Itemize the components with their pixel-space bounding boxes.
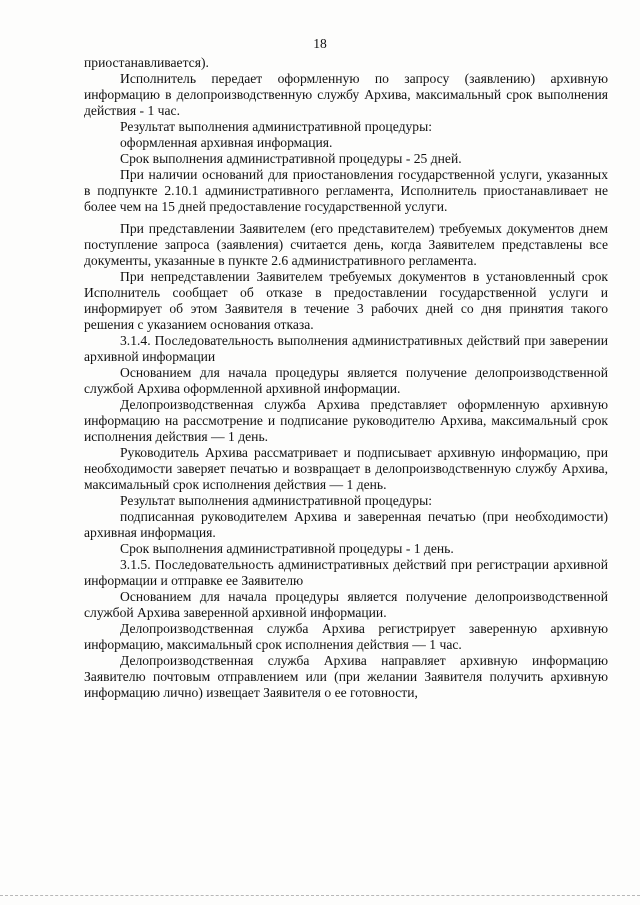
paragraph-14: подписанная руководителем Архива и заверенная печатью (при необходимости) архивная информация. (84, 509, 608, 540)
page-number: 18 (313, 36, 327, 51)
paragraph-12: Руководитель Архива рассматривает и подписывает архивную информацию, при необходимости заверяет печатью и возвращает в делопроизводственную службу Архива, максимальный срок исполнения действия — 1 день. (84, 445, 608, 492)
paragraph-4: оформленная архивная информация. (120, 135, 333, 150)
paragraph-18: Делопроизводственная служба Архива регистрирует заверенную архивную информацию, максимальный срок исполнения действия — 1 час. (84, 621, 608, 652)
paragraph-8: При непредставлении Заявителем требуемых документов в установленный срок Исполнитель сообщает об отказе в предоставлении государственной услуги и информирует об этом Заявителя в течение 3 рабочих дней со дня принятия такого решения с указанием основания отказа. (84, 269, 608, 332)
paragraph-1: приостанавливается). (84, 55, 209, 70)
paragraph-15: Срок выполнения административной процедуры - 1 день. (120, 541, 454, 556)
paragraph-16: 3.1.5. Последовательность административных действий при регистрации архивной информации и отправке ее Заявителю (84, 557, 608, 588)
document-body (84, 55, 608, 701)
paragraph-10: Основанием для начала процедуры является получение делопроизводственной службой Архива оформленной архивной информации. (84, 365, 608, 396)
paragraph-6: При наличии оснований для приостановления государственной услуги, указанных в подпункте 2.10.1 административного регламента, Исполнитель приостанавливает не более чем на 15 дней предоставление государственной услуги. (84, 167, 608, 214)
paragraph-11: Делопроизводственная служба Архива представляет оформленную архивную информацию на рассмотрение и подписание руководителю Архива, максимальный срок исполнения действия — 1 день. (84, 397, 608, 444)
paragraph-7: При представлении Заявителем (его представителем) требуемых документов днем поступление запроса (заявления) считается день, когда Заявителем представлены все документы, указанные в пункте 2.6 административного регламента. (84, 221, 608, 268)
paragraph-2: Исполнитель передает оформленную по запросу (заявлению) архивную информацию в делопроизводственную службу Архива, максимальный срок выполнения действия - 1 час. (84, 71, 608, 118)
paragraph-5: Срок выполнения административной процедуры - 25 дней. (120, 151, 462, 166)
paragraph-3: Результат выполнения административной процедуры: (120, 119, 432, 134)
paragraph-19: Делопроизводственная служба Архива направляет архивную информацию Заявителю почтовым отправлением или (при желании Заявителя получить архивную информацию лично) извещает Заявителя о ее готовности, (84, 653, 608, 700)
paragraph-17: Основанием для начала процедуры является получение делопроизводственной службой Архива заверенной архивной информации. (84, 589, 608, 620)
paragraph-9: 3.1.4. Последовательность выполнения административных действий при заверении архивной информации (84, 333, 608, 364)
scan-edge-divider (0, 895, 640, 896)
paragraph-13: Результат выполнения административной процедуры: (120, 493, 432, 508)
